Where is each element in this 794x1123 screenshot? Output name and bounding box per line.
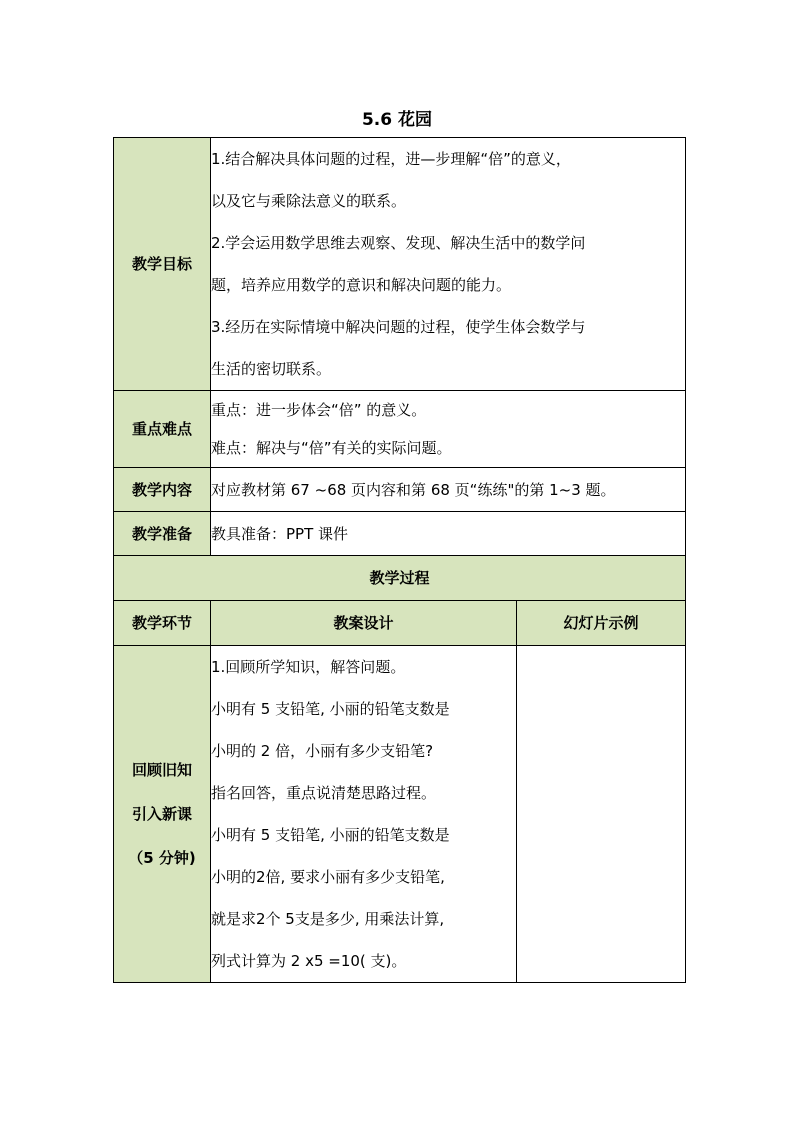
key-points-content xyxy=(211,391,686,468)
design-line: 1.回顾所学知识，解答问题。 xyxy=(211,658,406,676)
objectives-row xyxy=(114,138,686,391)
objective-line: 生活的密切联系。 xyxy=(211,360,332,378)
design-line: 指名回答，重点说清楚思路过程。 xyxy=(211,784,437,802)
content-text: 对应教材第 67 ~68 页内容和第 68 页“练练"的第 1~3 题。 xyxy=(211,480,616,499)
process-heading-row xyxy=(114,556,686,601)
objectives-content xyxy=(211,138,686,391)
objective-line: 2.学会运用数学思维去观察、发现、解决生活中的数学问 xyxy=(211,234,586,252)
process-heading: 教学过程 xyxy=(114,556,686,601)
stage-label-line: 回顾旧知 xyxy=(131,761,192,779)
stage-row xyxy=(114,646,686,983)
objective-line: 题，培养应用数学的意识和解决问题的能力。 xyxy=(211,276,512,294)
design-line: 小明的 2 倍，小丽有多少支铅笔? xyxy=(211,742,434,760)
process-column-header-row xyxy=(114,601,686,646)
preparation-text: 教具准备：PPT 课件 xyxy=(211,524,349,543)
key-point-line: 重点：进一步体会“倍” 的意义。 xyxy=(211,401,427,419)
content-row xyxy=(114,468,686,512)
content-label: 教学内容 xyxy=(114,468,211,512)
objective-line: 以及它与乘除法意义的联系。 xyxy=(211,192,407,210)
key-point-line: 难点：解决与“倍”有关的实际问题。 xyxy=(211,439,452,457)
key-points-label: 重点难点 xyxy=(114,391,211,468)
stage-slides xyxy=(517,646,686,983)
content-cell xyxy=(211,468,686,512)
preparation-label: 教学准备 xyxy=(114,512,211,556)
design-line: 小明的2倍, 要求小丽有多少支铅笔, xyxy=(211,868,445,886)
design-line: 小明有 5 支铅笔, 小丽的铅笔支数是 xyxy=(211,700,450,718)
column-header-slides: 幻灯片示例 xyxy=(517,601,686,646)
objective-line: 1.结合解决具体问题的过程，进—步理解“倍”的意义， xyxy=(211,150,571,168)
design-line: 小明有 5 支铅笔, 小丽的铅笔支数是 xyxy=(211,826,450,844)
stage-label-line: （5 分钟) xyxy=(128,849,196,867)
objectives-label: 教学目标 xyxy=(114,138,211,391)
stage-design xyxy=(211,646,517,983)
preparation-cell xyxy=(211,512,686,556)
objective-line: 3.经历在实际情境中解决问题的过程，使学生体会数学与 xyxy=(211,318,586,336)
design-line: 列式计算为 2 x5 =10( 支)。 xyxy=(211,952,407,970)
preparation-row xyxy=(114,512,686,556)
page-title: 5.6 花园 xyxy=(361,110,433,130)
column-header-design: 教案设计 xyxy=(211,601,517,646)
stage-label-line: 引入新课 xyxy=(131,805,192,823)
lesson-plan-table xyxy=(113,137,686,983)
key-points-row xyxy=(114,391,686,468)
stage-label xyxy=(114,646,211,983)
design-line: 就是求2个 5支是多少, 用乘法计算, xyxy=(211,910,445,928)
column-header-stage: 教学环节 xyxy=(114,601,211,646)
